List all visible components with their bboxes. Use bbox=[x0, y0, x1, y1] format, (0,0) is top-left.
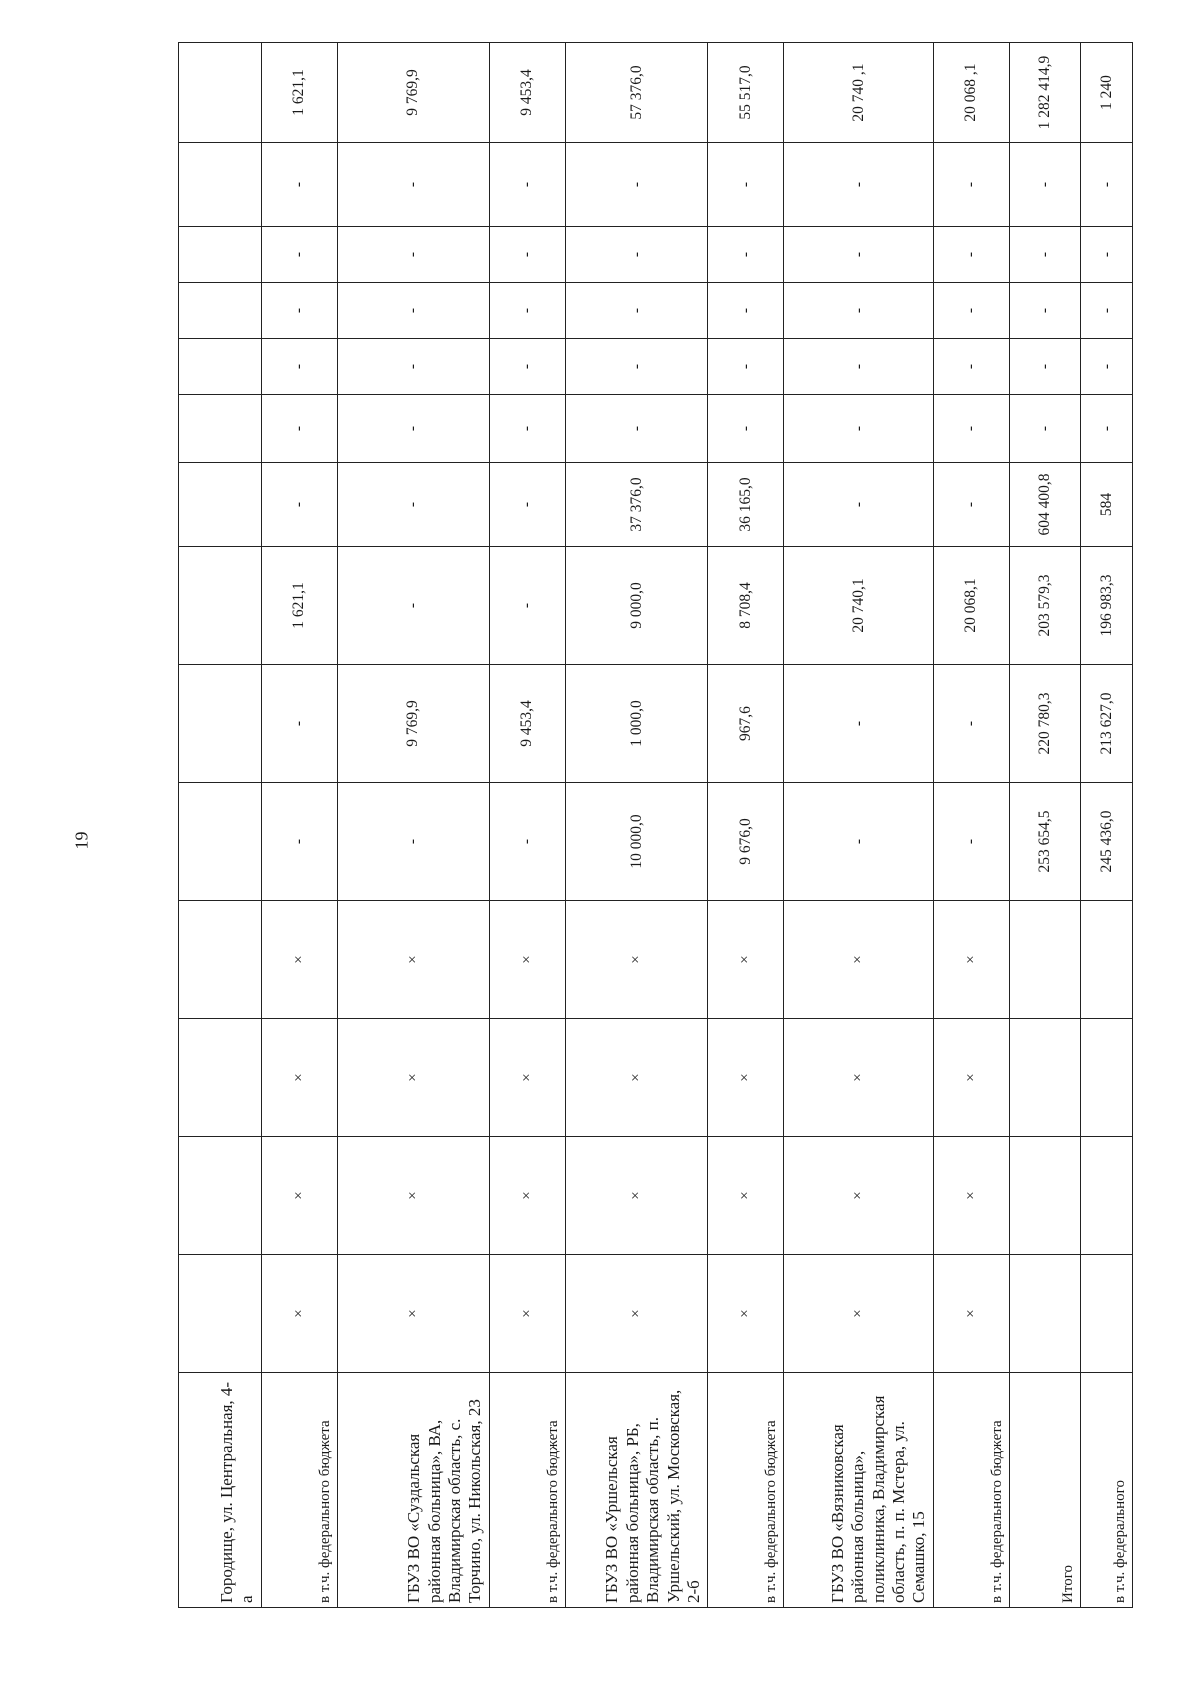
value-cell: - bbox=[933, 283, 1009, 339]
value-cell: - bbox=[565, 339, 708, 395]
value-cell: - bbox=[784, 665, 934, 783]
value-cell: - bbox=[1009, 143, 1080, 227]
table-row bbox=[1081, 43, 1133, 1608]
value-cell: - bbox=[784, 143, 934, 227]
row-name-cell: в т.ч. федерального бюджета bbox=[708, 1373, 784, 1608]
value-cell: - bbox=[784, 783, 934, 901]
value-cell: 584 bbox=[1081, 463, 1133, 547]
marker-cell: × bbox=[261, 1137, 337, 1255]
row-name-cell: ГБУЗ ВО «Вязниковская районная больница», поликлиника, Владимирская область, п. п. Мстера, ул. Семашко, 15 bbox=[784, 1373, 934, 1608]
marker-cell: × bbox=[708, 1137, 784, 1255]
value-cell: 20 740 ,1 bbox=[784, 43, 934, 143]
marker-cell: × bbox=[708, 1019, 784, 1137]
marker-cell: × bbox=[261, 1255, 337, 1373]
row-name-cell: в т.ч. федерального бюджета bbox=[489, 1373, 565, 1608]
value-cell: 253 654,5 bbox=[1009, 783, 1080, 901]
value-cell: - bbox=[261, 283, 337, 339]
value-cell: - bbox=[337, 395, 489, 463]
marker-cell: × bbox=[933, 1137, 1009, 1255]
value-cell: - bbox=[784, 395, 934, 463]
value-cell: 8 708,4 bbox=[708, 547, 784, 665]
marker-cell: × bbox=[337, 901, 489, 1019]
value-cell: - bbox=[933, 227, 1009, 283]
marker-cell bbox=[1081, 1255, 1133, 1373]
value-cell: - bbox=[337, 143, 489, 227]
value-cell: 967,6 bbox=[708, 665, 784, 783]
marker-cell: × bbox=[565, 1019, 708, 1137]
value-cell: - bbox=[489, 227, 565, 283]
value-cell bbox=[179, 283, 262, 339]
row-name-cell: ГБУЗ ВО «Суздальская районная больница», ВА, Владимирская область, с. Торчино, ул. Никольская, 23 bbox=[337, 1373, 489, 1608]
row-name-cell: Итого bbox=[1009, 1373, 1080, 1608]
value-cell: - bbox=[933, 665, 1009, 783]
value-cell: 9 769,9 bbox=[337, 665, 489, 783]
value-cell: 1 282 414,9 bbox=[1009, 43, 1080, 143]
value-cell: - bbox=[489, 283, 565, 339]
value-cell: - bbox=[784, 339, 934, 395]
marker-cell: × bbox=[337, 1255, 489, 1373]
value-cell: - bbox=[1081, 143, 1133, 227]
table-row bbox=[261, 43, 337, 1608]
marker-cell: × bbox=[933, 1019, 1009, 1137]
marker-cell: × bbox=[708, 901, 784, 1019]
value-cell: 20 068 ,1 bbox=[933, 43, 1009, 143]
value-cell: - bbox=[1009, 283, 1080, 339]
value-cell: 57 376,0 bbox=[565, 43, 708, 143]
rotated-table-wrapper bbox=[178, 43, 1133, 1608]
table-row bbox=[933, 43, 1009, 1608]
marker-cell: × bbox=[489, 1137, 565, 1255]
marker-cell bbox=[179, 1019, 262, 1137]
value-cell: 9 769,9 bbox=[337, 43, 489, 143]
value-cell: - bbox=[565, 283, 708, 339]
table-row bbox=[565, 43, 708, 1608]
marker-cell: × bbox=[489, 1019, 565, 1137]
value-cell: 20 068,1 bbox=[933, 547, 1009, 665]
marker-cell bbox=[1081, 1137, 1133, 1255]
value-cell bbox=[179, 783, 262, 901]
value-cell: - bbox=[708, 143, 784, 227]
value-cell: - bbox=[261, 783, 337, 901]
value-cell bbox=[179, 339, 262, 395]
marker-cell: × bbox=[708, 1255, 784, 1373]
marker-cell: × bbox=[337, 1137, 489, 1255]
value-cell: - bbox=[1009, 395, 1080, 463]
value-cell: - bbox=[261, 227, 337, 283]
value-cell: 203 579,3 bbox=[1009, 547, 1080, 665]
value-cell bbox=[179, 395, 262, 463]
row-name-cell: в т.ч. федерального бюджета bbox=[933, 1373, 1009, 1608]
table-row bbox=[337, 43, 489, 1608]
marker-cell bbox=[179, 1255, 262, 1373]
value-cell: - bbox=[1081, 339, 1133, 395]
value-cell: - bbox=[933, 463, 1009, 547]
value-cell: - bbox=[1009, 339, 1080, 395]
value-cell: - bbox=[933, 783, 1009, 901]
value-cell: 9 676,0 bbox=[708, 783, 784, 901]
value-cell: - bbox=[708, 227, 784, 283]
value-cell: - bbox=[784, 283, 934, 339]
value-cell: 1 240 bbox=[1081, 43, 1133, 143]
table-row bbox=[708, 43, 784, 1608]
value-cell: - bbox=[933, 395, 1009, 463]
value-cell: - bbox=[261, 665, 337, 783]
value-cell: - bbox=[708, 283, 784, 339]
value-cell: - bbox=[489, 547, 565, 665]
value-cell: - bbox=[261, 339, 337, 395]
row-name-cell: в т.ч. федерального bbox=[1081, 1373, 1133, 1608]
budget-table bbox=[178, 42, 1133, 1608]
value-cell: - bbox=[489, 339, 565, 395]
row-name-cell: Городище, ул. Центральная, 4-а bbox=[179, 1373, 262, 1608]
marker-cell bbox=[1009, 1255, 1080, 1373]
table-row bbox=[784, 43, 934, 1608]
value-cell: 36 165,0 bbox=[708, 463, 784, 547]
marker-cell: × bbox=[784, 901, 934, 1019]
value-cell bbox=[179, 143, 262, 227]
marker-cell: × bbox=[337, 1019, 489, 1137]
value-cell: - bbox=[337, 463, 489, 547]
marker-cell: × bbox=[784, 1255, 934, 1373]
value-cell: 9 000,0 bbox=[565, 547, 708, 665]
marker-cell: × bbox=[933, 1255, 1009, 1373]
marker-cell: × bbox=[489, 1255, 565, 1373]
value-cell: 213 627,0 bbox=[1081, 665, 1133, 783]
value-cell: 9 453,4 bbox=[489, 665, 565, 783]
value-cell: - bbox=[489, 143, 565, 227]
value-cell: 37 376,0 bbox=[565, 463, 708, 547]
value-cell: - bbox=[565, 227, 708, 283]
value-cell: - bbox=[784, 227, 934, 283]
value-cell bbox=[179, 463, 262, 547]
value-cell: 1 621,1 bbox=[261, 547, 337, 665]
value-cell: - bbox=[565, 143, 708, 227]
marker-cell: × bbox=[565, 1137, 708, 1255]
marker-cell: × bbox=[784, 1137, 934, 1255]
marker-cell: × bbox=[784, 1019, 934, 1137]
marker-cell: × bbox=[933, 901, 1009, 1019]
value-cell: - bbox=[933, 339, 1009, 395]
marker-cell bbox=[1081, 901, 1133, 1019]
value-cell: 9 453,4 bbox=[489, 43, 565, 143]
value-cell: - bbox=[708, 339, 784, 395]
value-cell: - bbox=[708, 395, 784, 463]
table-row bbox=[179, 43, 262, 1608]
marker-cell bbox=[1081, 1019, 1133, 1137]
value-cell bbox=[179, 665, 262, 783]
value-cell: - bbox=[1009, 227, 1080, 283]
marker-cell: × bbox=[565, 901, 708, 1019]
value-cell: - bbox=[784, 463, 934, 547]
value-cell: - bbox=[489, 395, 565, 463]
row-name-cell: ГБУЗ ВО «Уршельская районная больница», РБ, Владимирская область, п. Уршельский, ул. Московская, 2-б bbox=[565, 1373, 708, 1608]
value-cell: - bbox=[337, 283, 489, 339]
value-cell: 604 400,8 bbox=[1009, 463, 1080, 547]
value-cell: - bbox=[1081, 395, 1133, 463]
row-name-cell: в т.ч. федерального бюджета bbox=[261, 1373, 337, 1608]
value-cell: - bbox=[261, 395, 337, 463]
value-cell: 1 621,1 bbox=[261, 43, 337, 143]
value-cell: - bbox=[337, 547, 489, 665]
marker-cell: × bbox=[261, 901, 337, 1019]
value-cell: - bbox=[337, 339, 489, 395]
value-cell: - bbox=[489, 783, 565, 901]
marker-cell: × bbox=[489, 901, 565, 1019]
marker-cell bbox=[179, 901, 262, 1019]
value-cell: 55 517,0 bbox=[708, 43, 784, 143]
value-cell: 220 780,3 bbox=[1009, 665, 1080, 783]
value-cell: 20 740,1 bbox=[784, 547, 934, 665]
table-row bbox=[1009, 43, 1080, 1608]
value-cell: - bbox=[261, 143, 337, 227]
value-cell: - bbox=[565, 395, 708, 463]
marker-cell: × bbox=[261, 1019, 337, 1137]
value-cell: 1 000,0 bbox=[565, 665, 708, 783]
value-cell bbox=[179, 227, 262, 283]
value-cell: 245 436,0 bbox=[1081, 783, 1133, 901]
value-cell: - bbox=[337, 227, 489, 283]
value-cell bbox=[179, 43, 262, 143]
value-cell: - bbox=[1081, 227, 1133, 283]
value-cell: - bbox=[489, 463, 565, 547]
value-cell bbox=[179, 547, 262, 665]
value-cell: - bbox=[933, 143, 1009, 227]
marker-cell: × bbox=[565, 1255, 708, 1373]
value-cell: - bbox=[337, 783, 489, 901]
value-cell: - bbox=[1081, 283, 1133, 339]
marker-cell bbox=[1009, 1019, 1080, 1137]
marker-cell bbox=[1009, 901, 1080, 1019]
marker-cell bbox=[1009, 1137, 1080, 1255]
value-cell: 196 983,3 bbox=[1081, 547, 1133, 665]
marker-cell bbox=[179, 1137, 262, 1255]
table-row bbox=[489, 43, 565, 1608]
value-cell: - bbox=[261, 463, 337, 547]
page-number: 19 bbox=[71, 831, 92, 850]
value-cell: 10 000,0 bbox=[565, 783, 708, 901]
